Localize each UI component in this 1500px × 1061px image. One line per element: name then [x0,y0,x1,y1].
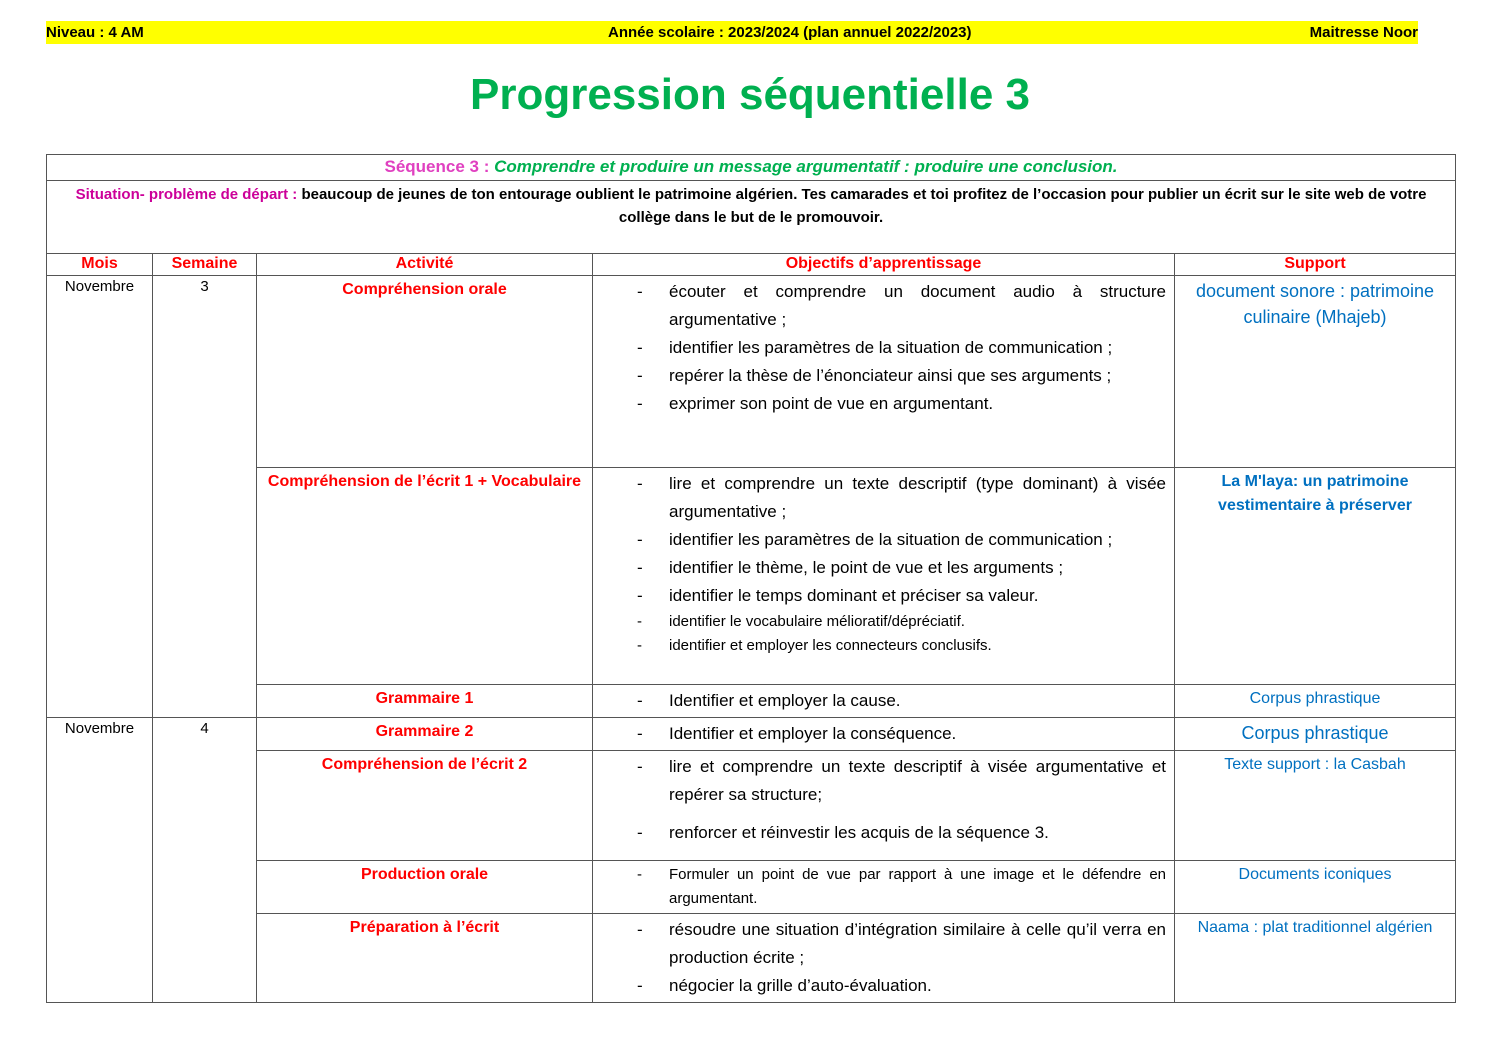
objectives-cell [593,751,1175,861]
objective-item: - repérer la thèse de l’énonciateur ainsi que ses arguments ; [669,362,1168,390]
table-row [47,276,1456,468]
objective-item: - Identifier et employer la cause. [669,687,1168,715]
objectives-cell [593,468,1175,685]
objective-item: - Formuler un point de vue par rapport à une image et le défendre en argumentant. [669,863,1168,911]
objective-item: - identifier le temps dominant et préciser sa valeur. [669,582,1168,610]
table-row [47,914,1456,1003]
situation [47,181,1456,254]
objective-item: - identifier les paramètres de la situation de communication ; [669,526,1168,554]
situation-label: Situation- problème de départ : [75,186,302,203]
sequence-title [47,155,1456,181]
support-cell: Corpus phrastique [1175,718,1456,751]
objective-item: - Identifier et employer la conséquence. [669,720,1168,748]
table-header [47,254,1456,276]
table-row [47,751,1456,861]
table-row [47,718,1456,751]
objectives-cell [593,685,1175,718]
support-cell: La M'laya: un patrimoine vestimentaire à préserver [1175,468,1456,685]
objective-item: - identifier le thème, le point de vue et les arguments ; [669,554,1168,582]
objectives-cell [593,861,1175,914]
table-row [47,468,1456,685]
support-cell: document sonore : patrimoine culinaire (Mhajeb) [1175,276,1456,468]
activity-cell: Compréhension de l’écrit 1 + Vocabulaire [257,468,593,685]
objective-item: - identifier le vocabulaire mélioratif/dépréciatif. [669,610,1168,634]
objectives-cell [593,276,1175,468]
table-row [47,685,1456,718]
page-title: Progression séquentielle 3 [470,70,1030,119]
objective-item: - écouter et comprendre un document audio à structure argumentative ; [669,278,1168,334]
col-objectifs: Objectifs d’apprentissage [593,254,1175,276]
objective-item: - exprimer son point de vue en argumentant. [669,390,1168,418]
objectives-cell [593,718,1175,751]
activity-cell: Production orale [257,861,593,914]
school-year: Année scolaire : 2023/2024 (plan annuel 2022/2023) [608,24,972,41]
objectives-cell [593,914,1175,1003]
objective-item: - lire et comprendre un texte descriptif (type dominant) à visée argumentative ; [669,470,1168,526]
support-cell: Texte support : la Casbah [1175,751,1456,861]
col-mois: Mois [47,254,153,276]
objective-item: - identifier et employer les connecteurs conclusifs. [669,634,1168,658]
activity-cell: Compréhension orale [257,276,593,468]
support-cell: Corpus phrastique [1175,685,1456,718]
objective-item: - résoudre une situation d’intégration similaire à celle qu’il verra en production écrite ; [669,916,1168,972]
activity-cell: Compréhension de l’écrit 2 [257,751,593,861]
objective-item: - identifier les paramètres de la situation de communication ; [669,334,1168,362]
header-bar [46,21,1418,44]
objective-item: - renforcer et réinvestir les acquis de la séquence 3. [669,819,1168,847]
sequence-text: Comprendre et produire un message argumentatif : produire une conclusion. [494,157,1118,176]
col-support: Support [1175,254,1456,276]
objective-item: - négocier la grille d’auto-évaluation. [669,972,1168,1000]
support-cell: Documents iconiques [1175,861,1456,914]
progression-table [46,154,1456,1003]
table-row [47,861,1456,914]
activity-cell: Grammaire 2 [257,718,593,751]
sequence-label: Séquence 3 : [384,157,495,176]
mois-cell: Novembre [47,276,153,718]
mois-cell: Novembre [47,718,153,1003]
activity-cell: Grammaire 1 [257,685,593,718]
col-activite: Activité [257,254,593,276]
support-cell: Naama : plat traditionnel algérien [1175,914,1456,1003]
teacher: Maitresse Noor [1309,24,1418,41]
semaine-cell: 3 [153,276,257,718]
activity-cell: Préparation à l’écrit [257,914,593,1003]
level: Niveau : 4 AM [46,24,144,41]
objective-item: - lire et comprendre un texte descriptif à visée argumentative et repérer sa structure; [669,753,1168,809]
col-semaine: Semaine [153,254,257,276]
semaine-cell: 4 [153,718,257,1003]
situation-text: beaucoup de jeunes de ton entourage oublient le patrimoine algérien. Tes camarades et toi profitez de l’occasion pour publier un écrit sur le site web de votre collège dans le but de le promouvoir. [301,186,1427,226]
